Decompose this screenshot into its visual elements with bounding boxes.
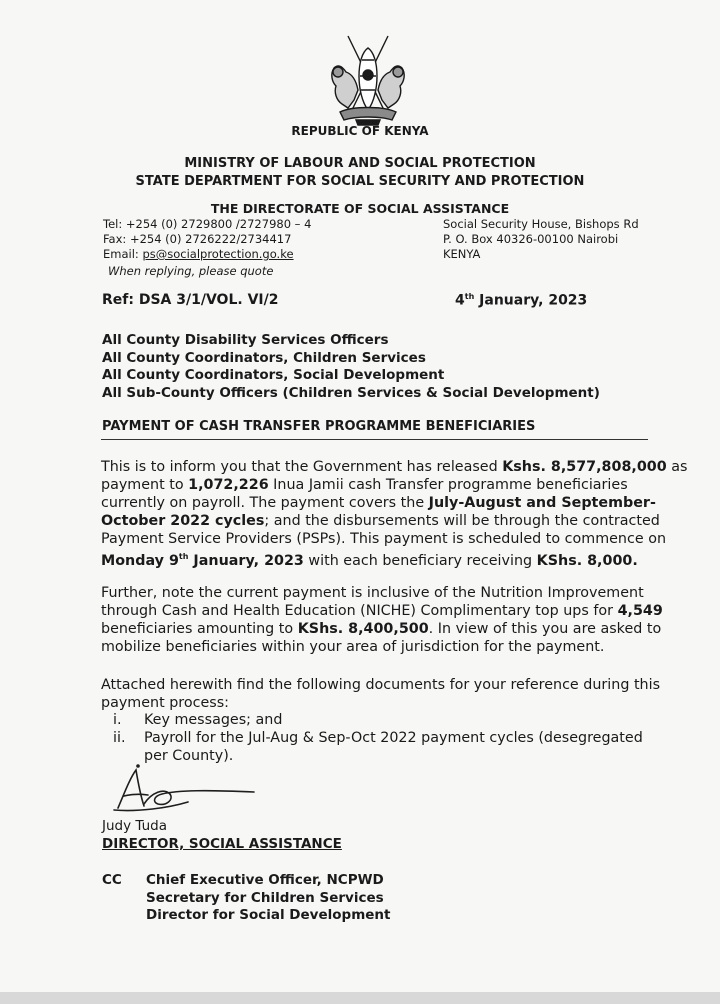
email-line <box>103 247 294 262</box>
list-item: Payroll for the Jul-Aug & Sep-Oct 2022 payment cycles (desegregated <box>144 730 643 746</box>
signatory-name: Judy Tuda <box>102 818 167 834</box>
recipient-line: All County Disability Services Officers <box>102 332 389 348</box>
signatory-title: DIRECTOR, SOCIAL ASSISTANCE <box>102 836 342 852</box>
body-paragraph-3: Attached herewith find the following documents for your reference during this payment process: <box>101 677 661 711</box>
recipient-line: All County Coordinators, Children Services <box>102 349 426 366</box>
list-item: Key messages; and <box>144 712 283 728</box>
recipients-list <box>102 332 600 402</box>
subject-divider <box>101 439 648 440</box>
address-line-1: Social Security House, Bishops Rd <box>443 217 639 231</box>
list-item-continuation: per County). <box>144 748 234 764</box>
country-name: REPUBLIC OF KENYA <box>291 124 429 138</box>
cc-recipient: Director for Social Development <box>146 907 391 923</box>
list-item-number: i. <box>113 712 122 728</box>
list-item-number: ii. <box>113 730 126 746</box>
body-paragraph-2: Further, note the current payment is inclusive of the Nutrition Improvement through Cash and Health Education (NICHE) Complimentary top ups for 4,549 beneficiaries amounting to KShs. 8,400,500. In view of this you are asked to mobilize beneficiaries within your area of jurisdiction for the payment. <box>101 585 663 655</box>
fax-line: Fax: +254 (0) 2726222/2734417 <box>103 232 292 246</box>
ministry-name: MINISTRY OF LABOUR AND SOCIAL PROTECTION <box>184 156 536 171</box>
cc-list <box>146 872 390 925</box>
letter-date <box>455 292 587 309</box>
recipient-line: All Sub-County Officers (Children Services & Social Development) <box>102 384 600 401</box>
date-day: 4 <box>455 292 465 309</box>
email-link[interactable]: ps@socialprotection.go.ke <box>142 247 294 261</box>
page-bottom-edge <box>0 992 720 1004</box>
tel-line: Tel: +254 (0) 2729800 /2727980 – 4 <box>103 217 312 231</box>
cc-label: CC <box>102 872 122 888</box>
handwritten-signature <box>108 764 258 818</box>
reference-number: Ref: DSA 3/1/VOL. VI/2 <box>102 292 279 308</box>
address-line-3: KENYA <box>443 247 481 261</box>
directorate-name: THE DIRECTORATE OF SOCIAL ASSISTANCE <box>210 201 510 216</box>
subject-line: PAYMENT OF CASH TRANSFER PROGRAMME BENEFICIARIES <box>102 419 536 434</box>
email-label: Email: <box>103 247 139 261</box>
reply-note: When replying, please quote <box>108 264 274 278</box>
state-department-name: STATE DEPARTMENT FOR SOCIAL SECURITY AND PROTECTION <box>135 174 585 189</box>
address-line-2: P. O. Box 40326-00100 Nairobi <box>443 232 619 246</box>
kenya-coat-of-arms-icon <box>318 30 418 130</box>
date-rest: January, 2023 <box>479 292 588 309</box>
cc-recipient: Chief Executive Officer, NCPWD <box>146 872 384 888</box>
body-paragraph-1: This is to inform you that the Government has released Kshs. 8,577,808,000 as payment to 1,072,226 Inua Jamii cash Transfer programme beneficiaries currently on payroll. The payment covers the July-August and September- October 2022 cycles; and the disbursements will be through the contracted Payment Service Providers (PSPs). This payment is scheduled to commence on Monday 9th January, 2023 with each beneficiary receiving KShs. 8,000. <box>101 459 688 569</box>
date-suffix: th <box>464 292 475 301</box>
recipient-line: All County Coordinators, Social Development <box>102 367 445 383</box>
cc-recipient: Secretary for Children Services <box>146 889 384 906</box>
